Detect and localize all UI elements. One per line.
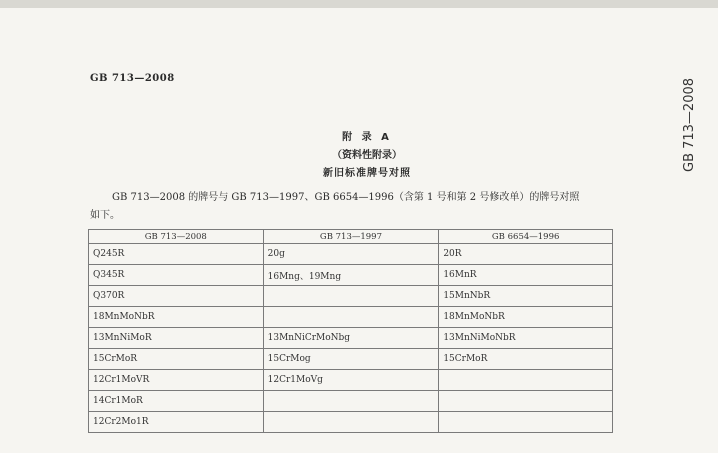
table-cell: 13MnNiCrMoNbg (263, 328, 439, 349)
table-cell: Q345R (89, 265, 264, 286)
side-margin-label (682, 68, 696, 178)
table-cell (439, 412, 613, 433)
table-cell: 15CrMoR (439, 349, 613, 370)
annex-heading: 新旧标准牌号对照 (323, 168, 411, 179)
column-header: GB 713—1997 (263, 230, 439, 244)
table-cell (263, 412, 439, 433)
grade-comparison-table (88, 229, 613, 433)
table-cell (263, 307, 439, 328)
table-row (89, 328, 613, 349)
table-cell: 13MnNiMoR (89, 328, 264, 349)
table-cell (263, 391, 439, 412)
table-row (89, 370, 613, 391)
table-cell: 12Cr1MoVR (89, 370, 264, 391)
table-row (89, 307, 613, 328)
table-row (89, 391, 613, 412)
table-cell: 20g (263, 244, 439, 265)
table-row (89, 286, 613, 307)
table-cell (439, 370, 613, 391)
scan-top-band (0, 0, 718, 8)
table-cell: 12Cr1MoVg (263, 370, 439, 391)
side-standard-code: GB 713—2008 (682, 77, 697, 172)
annex-subtitle: （资料性附录） (332, 150, 402, 161)
table-cell: 16Mng、19Mng (263, 265, 439, 286)
paragraph-line-1: GB 713—2008 的牌号与 GB 713—1997、GB 6654—1996（含第 1 号和第 2 号修改单）的牌号对照 (112, 192, 580, 203)
paragraph-line-2: 如下。 (90, 210, 120, 221)
table-cell: 16MnR (439, 265, 613, 286)
column-header: GB 6654—1996 (439, 230, 613, 244)
table-cell: 15CrMoR (89, 349, 264, 370)
document-header-code: GB 713—2008 (90, 73, 175, 84)
table-cell: 15MnNbR (439, 286, 613, 307)
table-cell: 14Cr1MoR (89, 391, 264, 412)
table-cell: Q245R (89, 244, 264, 265)
table-cell: Q370R (89, 286, 264, 307)
table-row (89, 412, 613, 433)
table-row (89, 244, 613, 265)
table-cell: 12Cr2Mo1R (89, 412, 264, 433)
table-cell: 18MnMoNbR (89, 307, 264, 328)
table-cell (439, 391, 613, 412)
table-cell (263, 286, 439, 307)
table-header-row (89, 230, 613, 244)
table-row (89, 265, 613, 286)
table-row (89, 349, 613, 370)
table-cell: 20R (439, 244, 613, 265)
column-header: GB 713—2008 (89, 230, 264, 244)
table-cell: 15CrMog (263, 349, 439, 370)
annex-title: 附 录 A (342, 132, 392, 143)
table-cell: 18MnMoNbR (439, 307, 613, 328)
table-cell: 13MnNiMoNbR (439, 328, 613, 349)
